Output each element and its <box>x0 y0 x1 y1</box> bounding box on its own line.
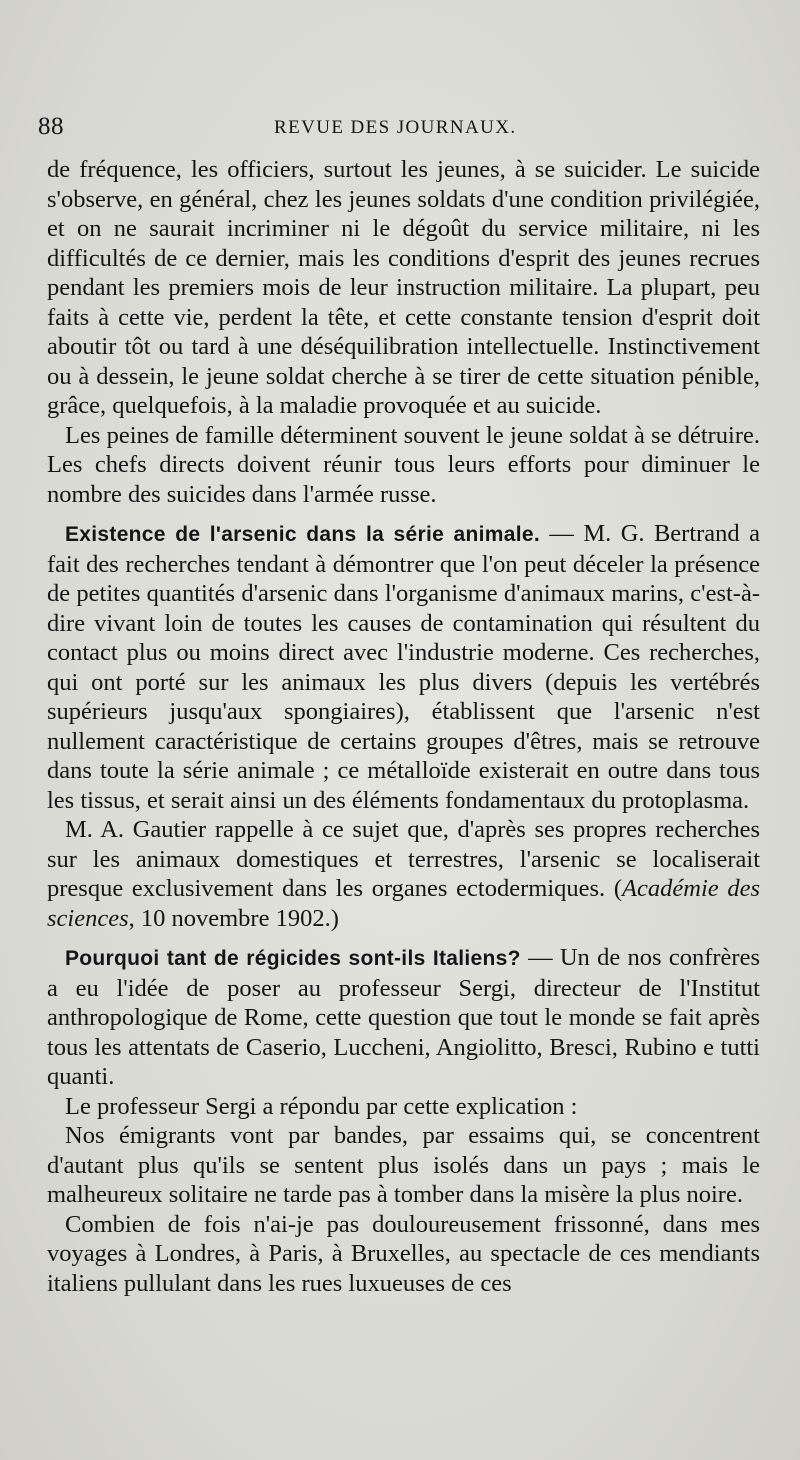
section-text-regicides: — Un de nos confrères a eu l'idée de poser au professeur Sergi, directeur de l'Institut anthropologique de Rome, cette question que tout le monde se fait après tous les attentats de Caserio, Luccheni, Angiolitto, Bresci, Rubino e tutti quanti. <box>47 944 760 1090</box>
section-heading-regicides: Pourquoi tant de régicides sont-ils Italiens? <box>65 947 521 970</box>
paragraph-gautier <box>47 815 760 933</box>
paragraph-sergi-reply: Le professeur Sergi a répondu par cette explication : <box>65 1092 578 1120</box>
running-title: REVUE DES JOURNAUX. <box>274 117 517 138</box>
section-regicides <box>47 943 760 1092</box>
citation-date: , 10 novembre 1902.) <box>128 904 339 932</box>
page-body <box>47 155 760 1298</box>
paragraph-family-grief: Les peines de famille déterminent souvent le jeune soldat à se détruire. Les chefs directs doivent réunir tous leurs efforts pour diminuer le nombre des suicides dans l'armée russe. <box>47 421 760 508</box>
page-number: 88 <box>38 113 64 140</box>
paragraph-combien: Combien de fois n'ai-je pas douloureusement frissonné, dans mes voyages à Londres, à Paris, à Bruxelles, au spectacle de ces mendiants italiens pullulant dans les rues luxueuses de ces <box>47 1210 760 1297</box>
paragraph-emigrants: Nos émigrants vont par bandes, par essaims qui, se concentrent d'autant plus qu'ils se sentent plus isolés dans un pays ; mais le malheureux solitaire ne tarde pas à tomber dans la misère la plus noire. <box>47 1122 760 1208</box>
gautier-text: M. A. Gautier rappelle à ce sujet que, d'après ses propres recherches sur les animaux domestiques et terrestres, l'arsenic se localiserait presque exclusivement dans les organes ectodermiques. ( <box>47 816 760 902</box>
paragraph-suicide-continuation: de fréquence, les officiers, surtout les jeunes, à se suicider. Le suicide s'observe, en général, chez les jeunes soldats d'une condition privilégiée, et on ne saurait incriminer ni le dégoût du service militaire, ni les difficultés de ce dernier, mais les conditions d'esprit des jeunes recrues pendant les premiers mois de leur instruction militaire. La plupart, peu faits à cette vie, perdent la tête, et cette constante tension d'esprit doit aboutir tôt ou tard à une déséquilibration intellectuelle. Instinctivement ou à dessein, le jeune soldat cherche à se tirer de cette situation pénible, grâce, quelquefois, à la maladie provoquée et au suicide. <box>47 156 760 419</box>
section-heading-arsenic: Existence de l'arsenic dans la série animale. <box>65 523 540 546</box>
section-text-arsenic: — M. G. Bertrand a fait des recherches tendant à démontrer que l'on peut déceler la présence de petites quantités d'arsenic dans l'organisme d'animaux marins, c'est-à-dire vivant loin de toutes les causes de contamination qui résultent du contact plus ou moins direct avec l'industrie moderne. Ces recherches, qui ont porté sur les animaux les plus divers (depuis les vertébrés supérieurs jusqu'aux spongiaires), établissent que l'arsenic n'est nullement caractéristique de certains groupes d'êtres, mais se retrouve dans toute la série animale ; ce métalloïde existerait en outre dans tous les tissus, et serait ainsi un des éléments fondamentaux du protoplasma. <box>47 520 760 814</box>
page-header <box>38 113 768 147</box>
source-citation: Académie des sciences <box>47 875 760 932</box>
section-arsenic <box>47 519 760 815</box>
